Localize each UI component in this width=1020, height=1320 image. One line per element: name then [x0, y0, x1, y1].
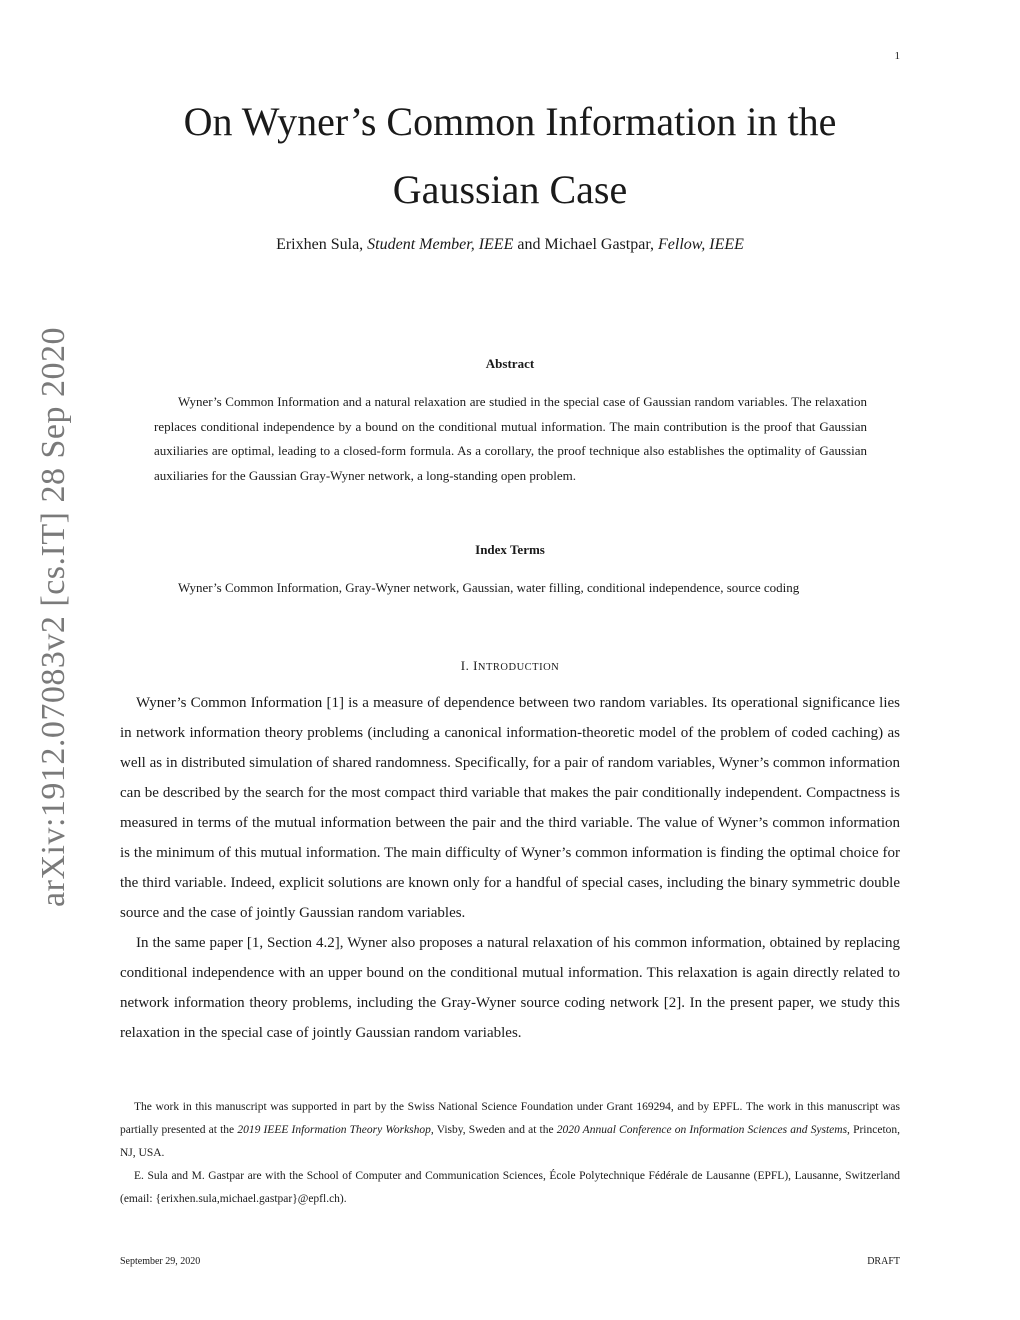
author-1-role: Student Member, IEEE [367, 236, 514, 253]
author-2-name: and Michael Gastpar, [517, 236, 654, 253]
footer-date: September 29, 2020 [120, 1256, 201, 1267]
footnotes [120, 1096, 900, 1211]
author-line [0, 236, 1020, 254]
footer-draft-label: DRAFT [867, 1256, 900, 1267]
footnote-affiliation: E. Sula and M. Gastpar are with the School of Computer and Communication Sciences, École Polytechnique Fédérale de Lausanne (EPFL), Lausanne, Switzerland (email: {erixhen.sula,michael.gastpar}@epfl.ch). [120, 1170, 900, 1205]
section-smallcaps: NTRODUCTION [477, 662, 560, 673]
index-terms-heading: Index Terms [475, 542, 545, 557]
footnote-funding-text-2: Visby, Sweden and at the [436, 1124, 554, 1136]
abstract-text: Wyner’s Common Information and a natural relaxation are studied in the special case of Gaussian random variables. The relaxation replaces conditional independence by a bound on the conditional mutual information. The main contribution is the proof that Gaussian auxiliaries are optimal, leading to a closed-form formula. As a corollary, the proof technique also establishes the optimality of Gaussian auxiliaries for the Gaussian Gray-Wyner network, a long-standing open problem. [154, 394, 867, 483]
arxiv-identifier-stamp: arXiv:1912.07083v2 [cs.IT] 28 Sep 2020 [35, 327, 72, 907]
author-1-name: Erixhen Sula, [276, 236, 364, 253]
footnote-venue-ciss: 2020 Annual Conference on Information Sciences and Systems, [556, 1124, 850, 1136]
intro-paragraph-1: Wyner’s Common Information [1] is a measure of dependence between two random variables. Its operational significance lies in network information theory problems (including a canonical information-theoretic model of the problem of coded caching) as well as in distributed simulation of shared randomness. Specifically, for a pair of random variables, Wyner’s common information can be described by the search for the most compact third variable that makes the pair conditionally independent. Compactness is measured in terms of the mutual information between the pair and the third variable. The value of Wyner’s common information is the minimum of this mutual information. The main difficulty of Wyner’s common information is finding the optimal choice for the third variable. Indeed, explicit solutions are known only for a handful of special cases, including the binary symmetric double source and the case of jointly Gaussian random variables. [120, 695, 900, 921]
title-line-1: On Wyner’s Common Information in the [183, 99, 837, 144]
index-terms-body [154, 576, 867, 601]
author-2-role: Fellow, IEEE [658, 236, 744, 253]
footnote-funding-text-3: Princeton, NJ, USA. [120, 1124, 901, 1159]
introduction-body [120, 688, 900, 1048]
abstract-heading: Abstract [485, 356, 535, 371]
paper-title [0, 88, 1020, 224]
section-initial: I [473, 658, 478, 673]
intro-paragraph-2: In the same paper [1, Section 4.2], Wyner also proposes a natural relaxation of his common information, obtained by replacing conditional independence with an upper bound on the conditional mutual information. This relaxation is again directly related to network information theory problems, including the Gray-Wyner source coding network [2]. In the present paper, we study this relaxation in the special case of jointly Gaussian random variables. [120, 935, 900, 1041]
abstract-body [154, 390, 867, 488]
footnote-funding-text: The work in this manuscript was supported in part by the Swiss National Science Foundation under Grant 169294, and by EPFL. The work in this manuscript was partially presented at the [120, 1101, 900, 1136]
section-numeral: I. [460, 658, 474, 673]
introduction-heading [0, 658, 1020, 674]
title-line-2: Gaussian Case [392, 167, 628, 212]
footnote-funding [120, 1096, 900, 1165]
index-terms-text: Wyner’s Common Information, Gray-Wyner network, Gaussian, water filling, conditional independence, source coding [178, 580, 800, 595]
footnote-venue-itw: 2019 IEEE Information Theory Workshop, [237, 1124, 434, 1136]
page-number: 1 [894, 50, 900, 62]
